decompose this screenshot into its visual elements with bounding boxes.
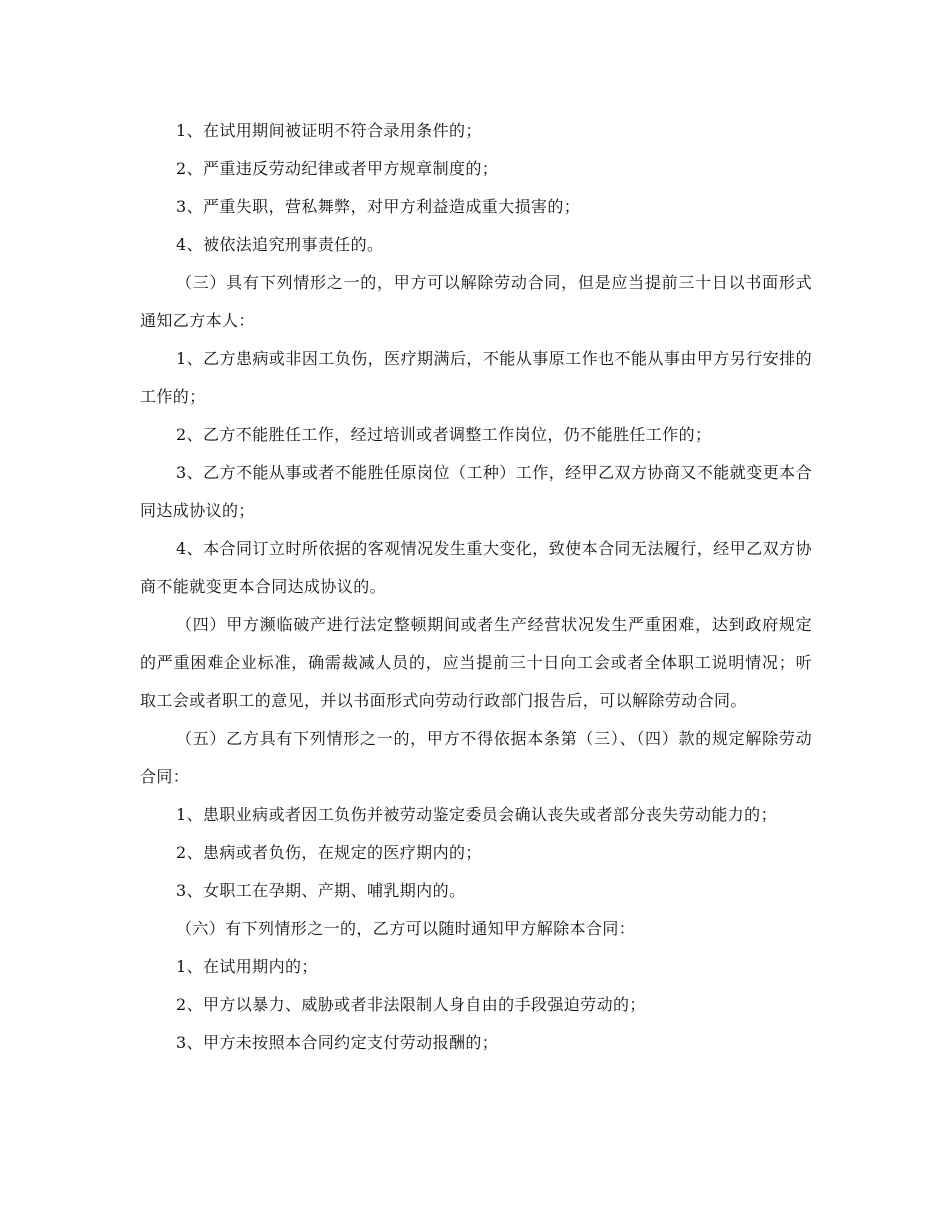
- document-body: [140, 112, 812, 1062]
- section-3-item-1: 1、乙方患病或非因工负伤，医疗期满后，不能从事原工作也不能从事由甲方另行安排的工作的；: [140, 349, 812, 406]
- section-5-heading: （五）乙方具有下列情形之一的，甲方不得依据本条第（三）、（四）款的规定解除劳动合同：: [140, 729, 812, 786]
- section-4-paragraph: （四）甲方濒临破产进行法定整顿期间或者生产经营状况发生严重困难，达到政府规定的严重困难企业标准，确需裁减人员的，应当提前三十日向工会或者全体职工说明情况；听取工会或者职工的意见，并以书面形式向劳动行政部门报告后，可以解除劳动合同。: [140, 615, 812, 710]
- section-5-item-3: 3、女职工在孕期、产期、哺乳期内的。: [176, 881, 466, 900]
- clause-3-misconduct: 3、严重失职，营私舞弊，对甲方利益造成重大损害的；: [176, 197, 581, 216]
- section-5-item-2: 2、患病或者负伤，在规定的医疗期内的；: [176, 843, 482, 862]
- section-6-item-3: 3、甲方未按照本合同约定支付劳动报酬的；: [176, 1033, 499, 1052]
- section-5-item-1: 1、患职业病或者因工负伤并被劳动鉴定委员会确认丧失或者部分丧失劳动能力的；: [176, 805, 777, 824]
- section-6-item-2: 2、甲方以暴力、威胁或者非法限制人身自由的手段强迫劳动的；: [176, 995, 646, 1014]
- clause-2-discipline: 2、严重违反劳动纪律或者甲方规章制度的；: [176, 159, 499, 178]
- section-3-item-4: 4、本合同订立时所依据的客观情况发生重大变化，致使本合同无法履行，经甲乙双方协商不能就变更本合同达成协议的。: [140, 539, 812, 596]
- section-3-heading: （三）具有下列情形之一的，甲方可以解除劳动合同，但是应当提前三十日以书面形式通知乙方本人：: [140, 273, 812, 330]
- clause-4-criminal: 4、被依法追究刑事责任的。: [176, 235, 384, 254]
- section-6-item-1: 1、在试用期内的；: [176, 957, 318, 976]
- clause-1-probation: 1、在试用期间被证明不符合录用条件的；: [176, 121, 482, 140]
- section-6-heading: （六）有下列情形之一的，乙方可以随时通知甲方解除本合同：: [176, 919, 636, 938]
- section-3-item-2: 2、乙方不能胜任工作，经过培训或者调整工作岗位，仍不能胜任工作的；: [176, 425, 712, 444]
- section-3-item-3: 3、乙方不能从事或者不能胜任原岗位（工种）工作，经甲乙双方协商又不能就变更本合同达成协议的；: [140, 463, 812, 520]
